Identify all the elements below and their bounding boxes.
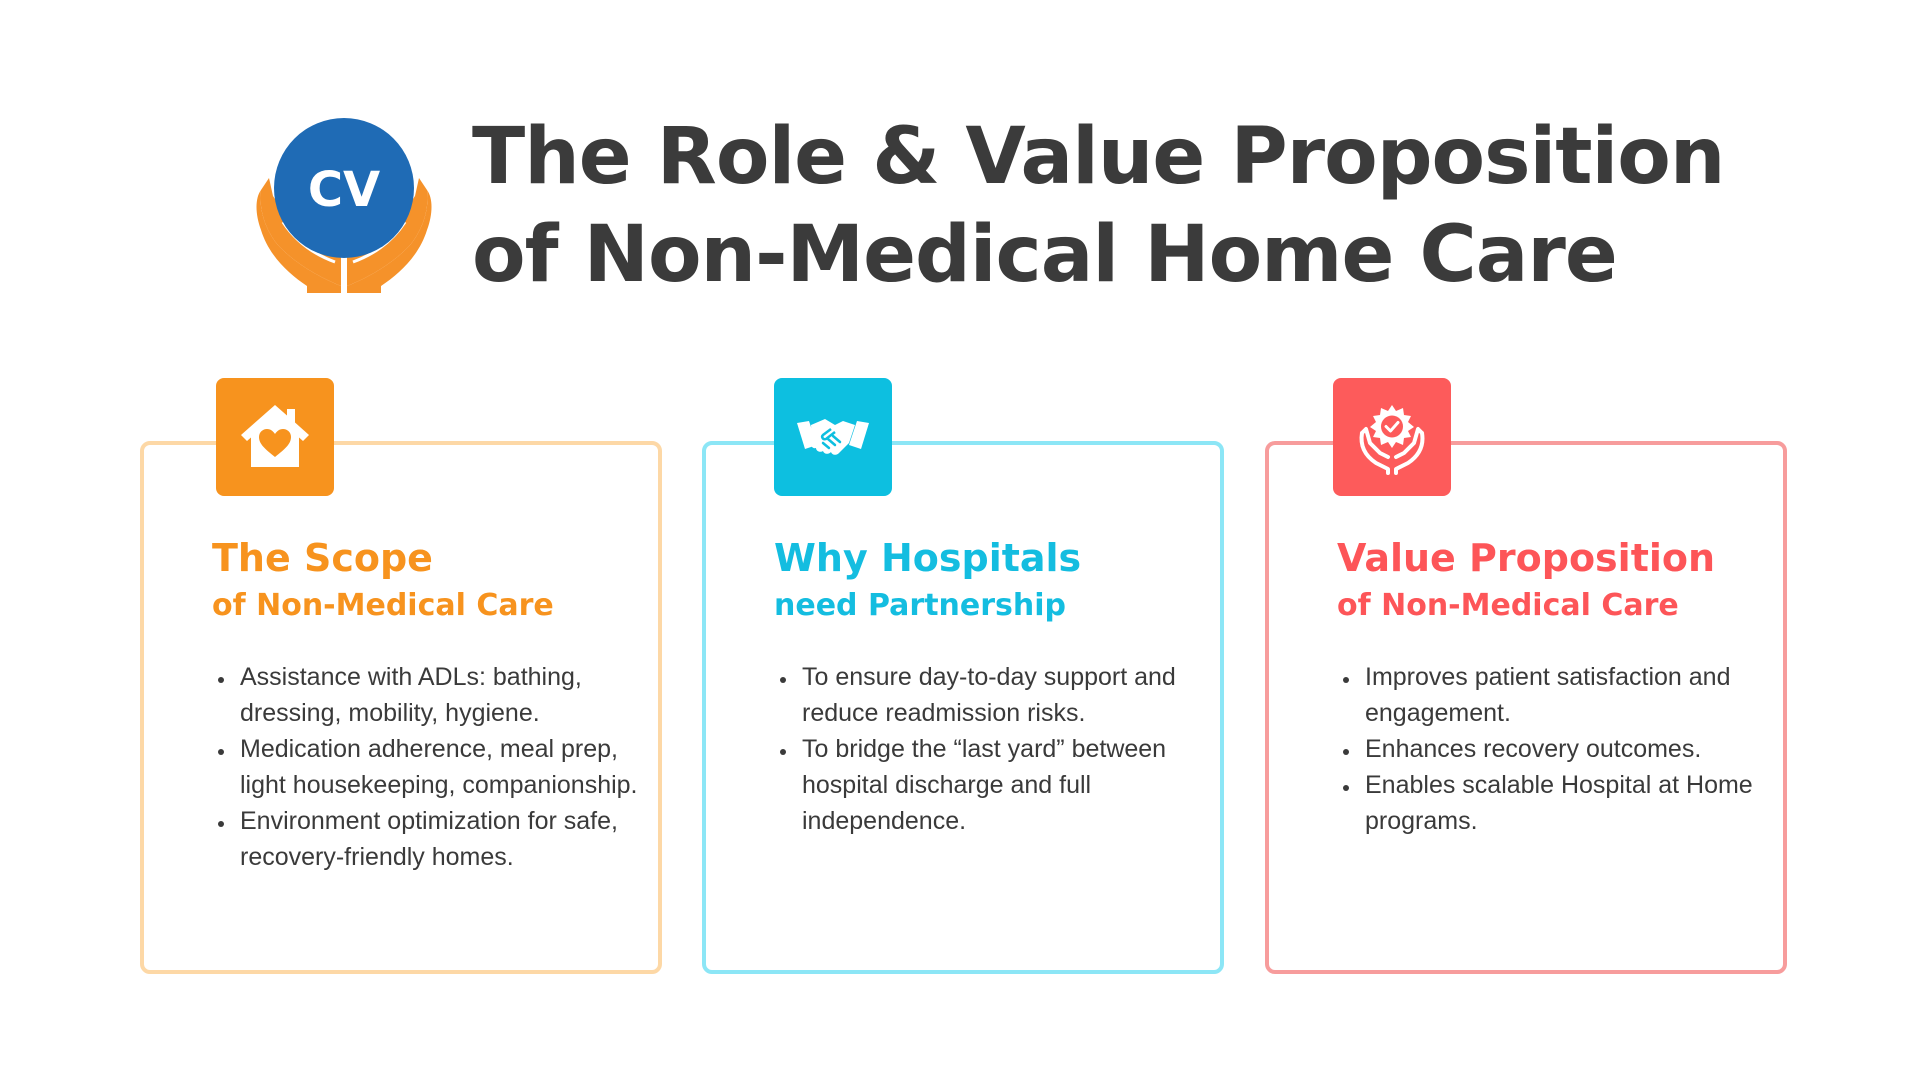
list-item: • To bridge the “last yard” between hospital discharge and full independence. [798,731,1208,839]
list-item: • Enhances recovery outcomes. [1361,731,1771,767]
value-card [1265,441,1787,974]
card-heading: The Scope [212,536,433,580]
scope-badge [216,378,334,496]
hands-badge-check-icon [1354,399,1430,475]
list-item: • Assistance with ADLs: bathing, dressing, mobility, hygiene. [236,659,646,731]
list-item: • Environment optimization for safe, recovery-friendly homes. [236,803,646,875]
hospitals-badge [774,378,892,496]
bullet-list [1339,659,1771,839]
card-heading: Value Proposition [1337,536,1716,580]
bullet-list [214,659,646,875]
list-item: • Improves patient satisfaction and engagement. [1361,659,1771,731]
house-heart-icon [237,399,313,475]
logo-text: CV [307,162,381,218]
value-badge [1333,378,1451,496]
list-item: • To ensure day-to-day support and reduce readmission risks. [798,659,1208,731]
page-title [472,108,1724,304]
scope-card [140,441,662,974]
bullet-list [776,659,1208,839]
card-subheading: of Non-Medical Care [212,588,554,623]
card-subheading: need Partnership [774,588,1067,623]
card-subheading: of Non-Medical Care [1337,588,1679,623]
list-item: • Medication adherence, meal prep, light housekeeping, companionship. [236,731,646,803]
title-line-1: The Role & Value Proposition [472,112,1725,202]
cv-logo [255,118,433,293]
card-heading: Why Hospitals [774,536,1082,580]
handshake-icon [795,399,871,475]
list-item: • Enables scalable Hospital at Home programs. [1361,767,1771,839]
hospitals-card [702,441,1224,974]
title-line-2: of Non-Medical Home Care [472,210,1617,300]
